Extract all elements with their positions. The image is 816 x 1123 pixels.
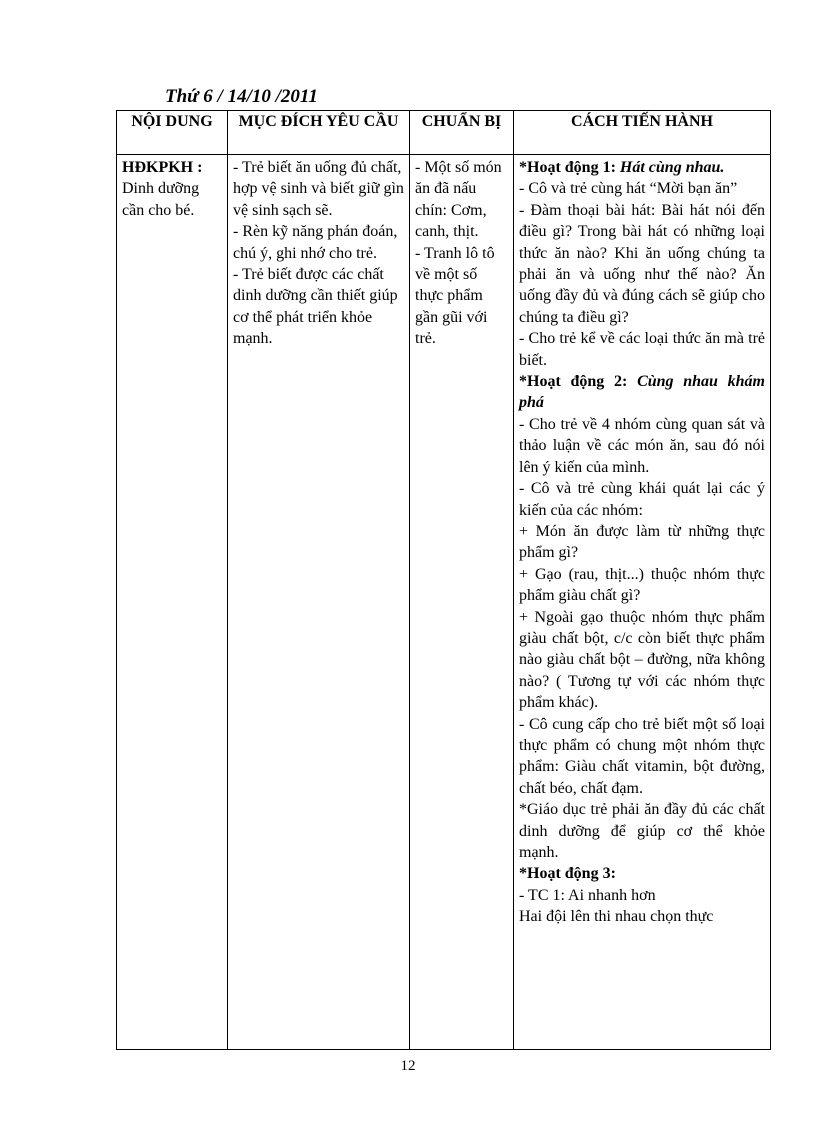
activity-2-title: Cùng nhau khám phá: [519, 373, 766, 412]
header-procedure: CÁCH TIẾN HÀNH: [514, 111, 771, 155]
procedure-line: - Cô và trẻ cùng khái quát lại các ý kiến của các nhóm:: [519, 480, 765, 519]
preparation-item: - Tranh lô tô về một số thực phẩm gần gũi với trẻ.: [415, 244, 495, 348]
header-content: NỘI DUNG: [117, 111, 228, 155]
purpose-cell: [228, 155, 410, 1050]
procedure-line: Hai đội lên thi nhau chọn thực: [519, 908, 714, 926]
procedure-cell: [514, 155, 771, 1050]
activity-topic: Dinh dưỡng cần cho bé.: [122, 180, 200, 219]
procedure-line: + Món ăn được làm từ những thực phẩm gì?: [519, 522, 765, 562]
procedure-line: - Cho trẻ về 4 nhóm cùng quan sát và thảo luận về các món ăn, sau đó nói lên ý kiến của mình.: [519, 415, 765, 476]
activity-1-title: Hát cùng nhau.: [619, 159, 725, 176]
header-preparation: CHUẨN BỊ: [410, 111, 514, 155]
table-header-row: [117, 111, 771, 155]
date-heading: Thứ 6 / 14/10 /2011: [165, 86, 318, 107]
activity-1-label: *Hoạt động 1:: [519, 159, 616, 176]
purpose-item: - Trẻ biết ăn uống đủ chất, hợp vệ sinh và biết giữ gìn vệ sinh sạch sẽ.: [233, 159, 404, 219]
activity-1-heading: [519, 157, 765, 178]
header-purpose: MỤC ĐÍCH YÊU CẦU: [228, 111, 410, 155]
procedure-line: - Đàm thoại bài hát: Bài hát nói đến điều gì? Trong bài hát có những loại thức ăn nào? Khi ăn uống chúng ta phải ăn và uống như thế nào? Ăn uống đầy đủ và đúng cách sẽ giúp cho chúng ta điều gì?: [519, 201, 765, 326]
procedure-line: + Ngoài gạo thuộc nhóm thực phẩm giàu chất bột, c/c còn biết thực phẩm nào giàu chất bột – đường, nữa không nào? ( Tương tự với các nhóm thực phẩm khác).: [519, 608, 765, 712]
activity-code: HĐKPKH :: [122, 159, 203, 176]
procedure-line: - Cô cung cấp cho trẻ biết một số loại thực phẩm có chung một nhóm thực phẩm: Giàu chất vitamin, bột đường, chất béo, chất đạm.: [519, 715, 765, 797]
procedure-line: + Gạo (rau, thịt...) thuộc nhóm thực phẩm giàu chất gì?: [519, 565, 765, 605]
activity-2-heading: [519, 371, 765, 414]
procedure-line: - Cho trẻ kể về các loại thức ăn mà trẻ biết.: [519, 330, 765, 369]
activity-2-label: *Hoạt động 2:: [519, 373, 628, 391]
page-number: 12: [400, 1058, 416, 1074]
procedure-line: - TC 1: Ai nhanh hơn: [519, 886, 656, 904]
preparation-item: - Một số món ăn đã nấu chín: Cơm, canh, thịt.: [415, 159, 502, 241]
table-row: [117, 155, 771, 1050]
purpose-item: - Rèn kỹ năng phán đoán, chú ý, ghi nhớ cho trẻ.: [233, 223, 398, 262]
procedure-line: - Cô và trẻ cùng hát “Mời bạn ăn”: [519, 180, 738, 198]
content-cell: [117, 155, 228, 1050]
activity-3-heading: *Hoạt động 3:: [519, 865, 616, 883]
procedure-line: *Giáo dục trẻ phải ăn đầy đủ các chất dinh dưỡng để giúp cơ thể khỏe mạnh.: [519, 801, 765, 861]
lesson-plan-table: [116, 110, 771, 1050]
purpose-item: - Trẻ biết được các chất dinh dưỡng cần thiết giúp cơ thể phát triển khỏe mạnh.: [233, 266, 398, 348]
preparation-cell: [410, 155, 514, 1050]
